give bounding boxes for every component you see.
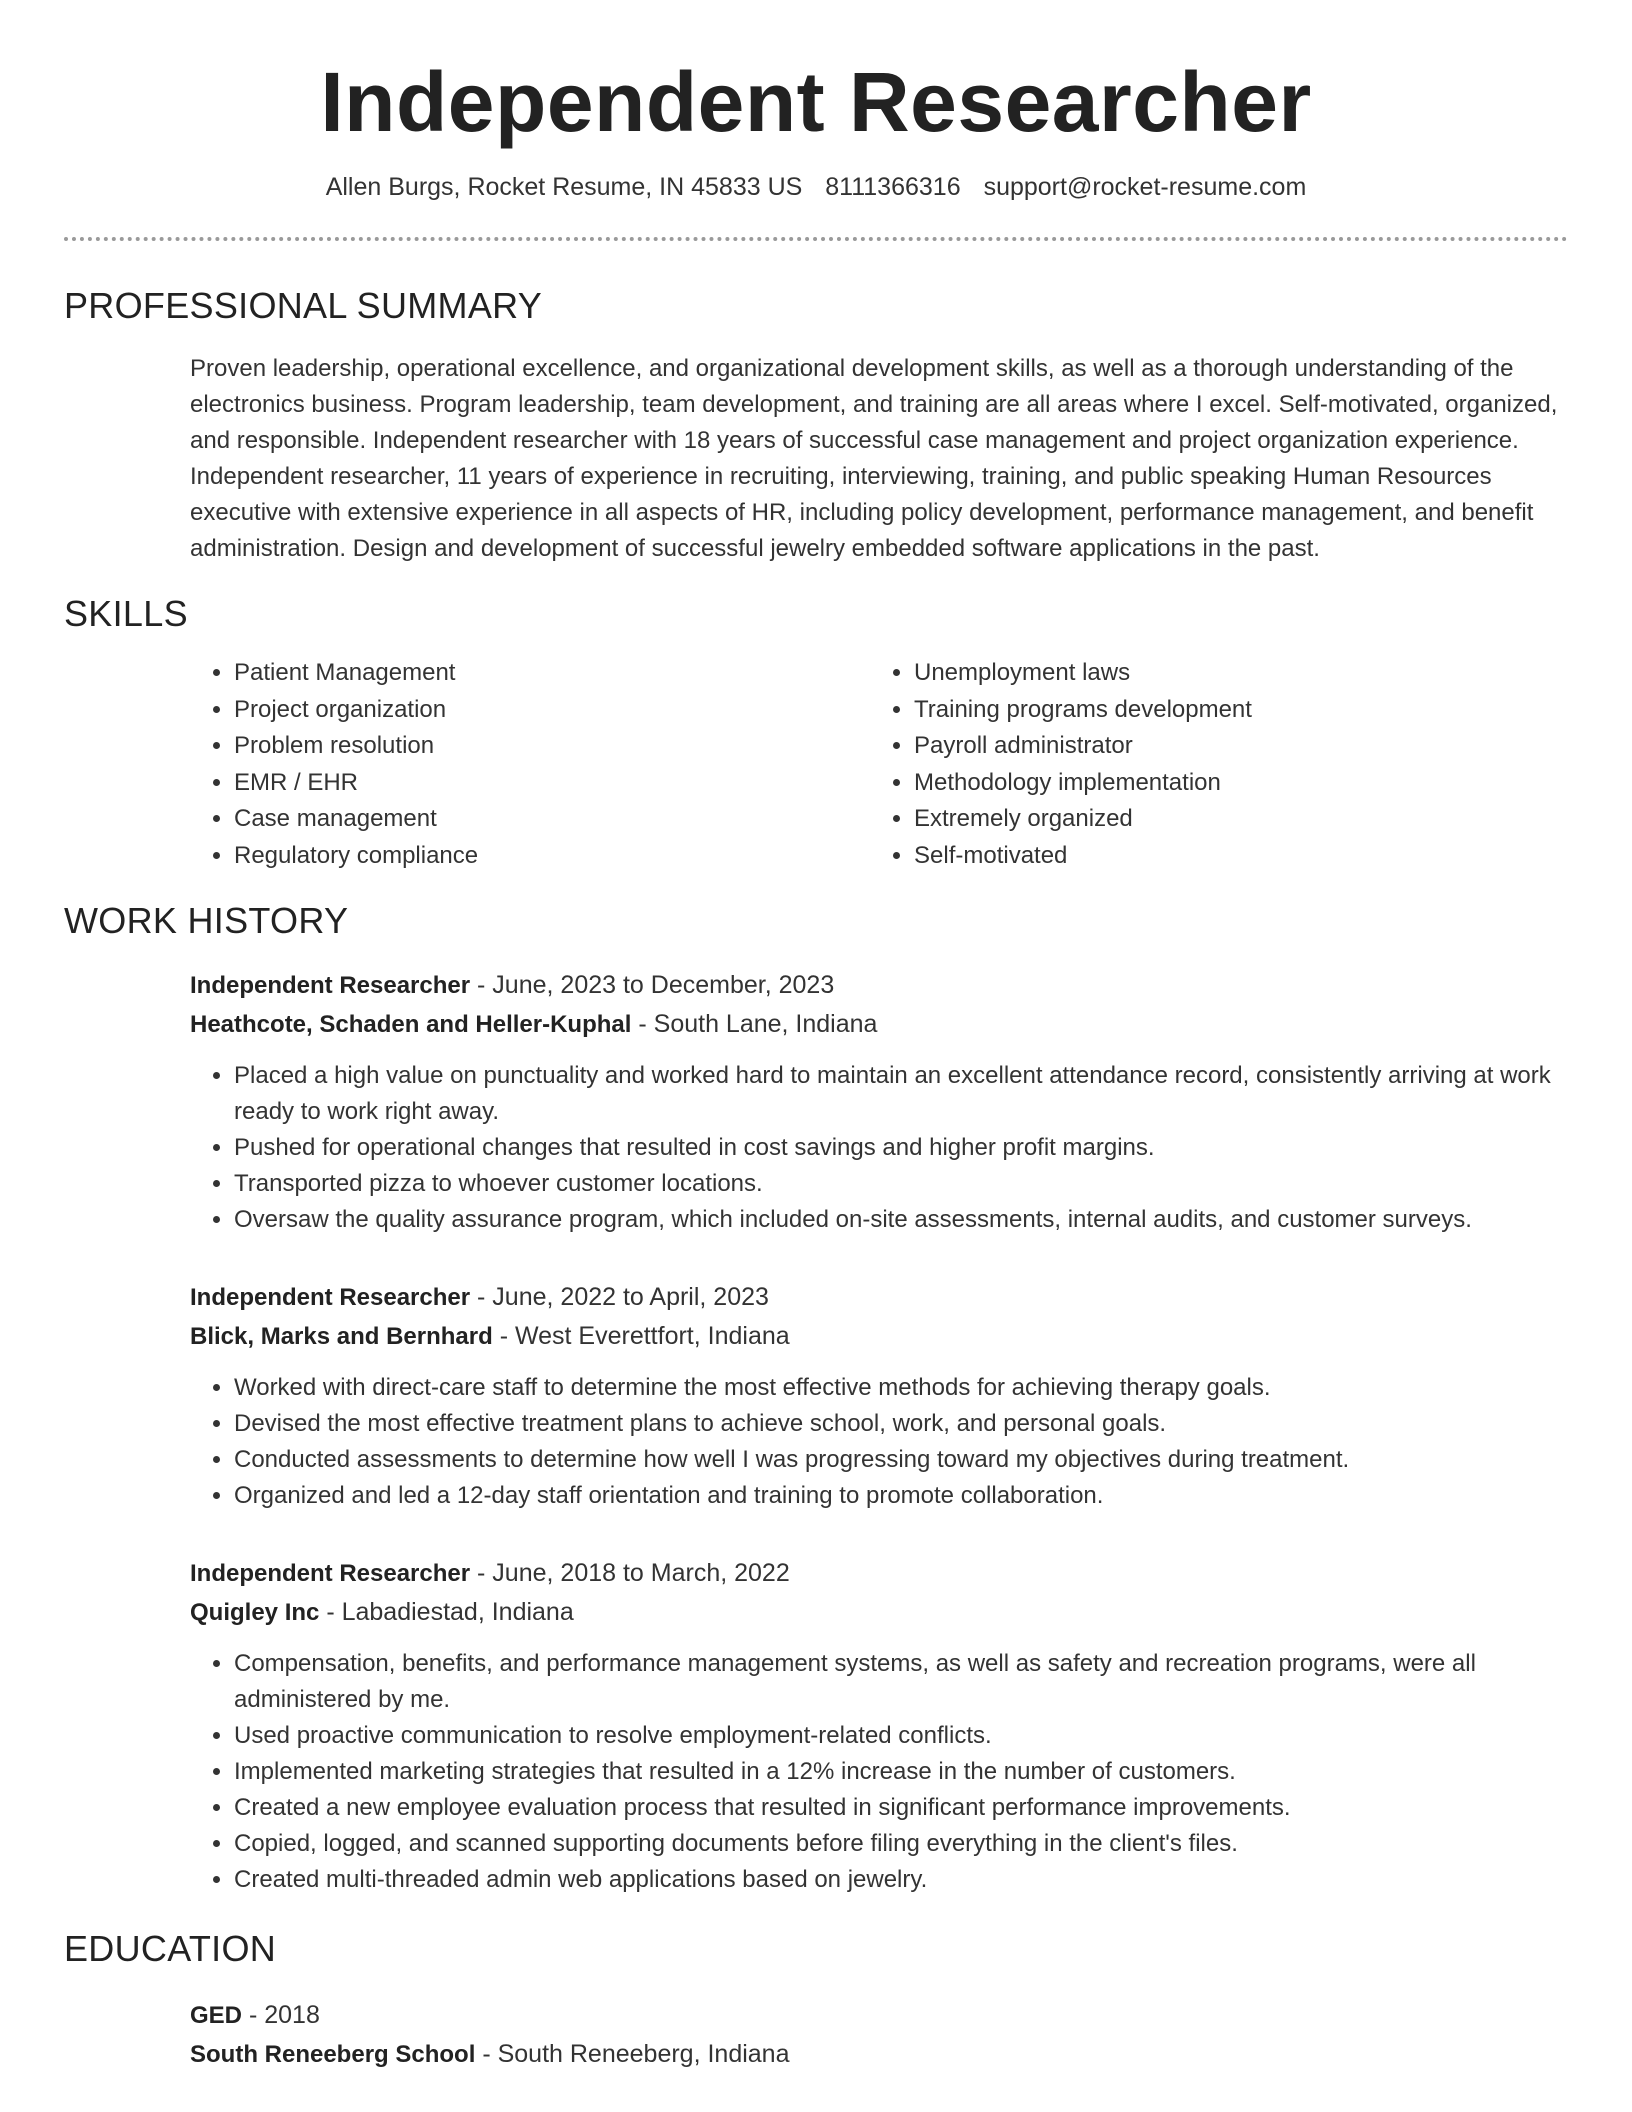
job-location: - West Everettfort, Indiana <box>492 1322 790 1351</box>
job-title: Independent Researcher <box>190 972 471 1000</box>
job-location: - South Lane, Indiana <box>631 1010 878 1039</box>
education-location: - South Reneeberg, Indiana <box>475 2040 790 2069</box>
contact-phone: 8111366316 <box>825 172 961 201</box>
job-title-line <box>190 966 1568 1005</box>
job-title-line <box>190 1278 1568 1317</box>
job-company-line <box>190 1593 1568 1632</box>
education-entry <box>190 1996 1568 2074</box>
skill-item: • Self-motivated <box>914 838 1568 875</box>
job-bullet: • Transported pizza to whoever customer locations. <box>234 1166 1568 1202</box>
work-history-heading: WORK HISTORY <box>64 900 349 942</box>
job-dates: - June, 2018 to March, 2022 <box>470 1559 790 1588</box>
job-location: - Labadiestad, Indiana <box>319 1598 574 1627</box>
job-title: Independent Researcher <box>190 1284 471 1312</box>
skill-item: • Unemployment laws <box>914 655 1568 692</box>
job-dates: - June, 2023 to December, 2023 <box>470 971 835 1000</box>
skill-item: • Training programs development <box>914 692 1568 729</box>
job-bullet: • Devised the most effective treatment plans to achieve school, work, and personal goals. <box>234 1406 1568 1442</box>
job-bullet: • Implemented marketing strategies that resulted in a 12% increase in the number of customers. <box>234 1754 1568 1790</box>
skill-item: • Payroll administrator <box>914 728 1568 765</box>
job-company: Heathcote, Schaden and Heller-Kuphal <box>190 1011 632 1039</box>
skills-column-left <box>190 655 870 874</box>
skill-item: • Patient Management <box>234 655 870 692</box>
skills-heading: SKILLS <box>64 593 188 635</box>
resume-title: Independent Researcher <box>320 55 1312 149</box>
summary-heading: PROFESSIONAL SUMMARY <box>64 285 543 327</box>
job-bullets <box>190 1370 1568 1514</box>
skill-item: • Problem resolution <box>234 728 870 765</box>
header-divider <box>64 237 1568 241</box>
education-degree: GED <box>190 2002 243 2030</box>
skill-item: • Case management <box>234 801 870 838</box>
job-entry <box>190 1278 1568 1514</box>
job-bullet: • Used proactive communication to resolve employment-related conflicts. <box>234 1718 1568 1754</box>
job-entry <box>190 966 1568 1238</box>
job-dates: - June, 2022 to April, 2023 <box>470 1283 769 1312</box>
skill-item: • Extremely organized <box>914 801 1568 838</box>
job-bullet: • Pushed for operational changes that resulted in cost savings and higher profit margins. <box>234 1130 1568 1166</box>
education-degree-line <box>190 1996 1568 2035</box>
job-bullet: • Copied, logged, and scanned supporting documents before filing everything in the client's files. <box>234 1826 1568 1862</box>
skill-item: • Project organization <box>234 692 870 729</box>
skill-item: • Regulatory compliance <box>234 838 870 875</box>
job-bullet: • Placed a high value on punctuality and worked hard to maintain an excellent attendance record, consistently arriving at work ready to work right away. <box>234 1058 1568 1130</box>
job-title: Independent Researcher <box>190 1560 471 1588</box>
job-bullet: • Conducted assessments to determine how well I was progressing toward my objectives during treatment. <box>234 1442 1568 1478</box>
job-bullets <box>190 1058 1568 1238</box>
education-heading: EDUCATION <box>64 1928 277 1970</box>
job-company-line <box>190 1005 1568 1044</box>
job-bullet: • Organized and led a 12-day staff orientation and training to promote collaboration. <box>234 1478 1568 1514</box>
job-bullets <box>190 1646 1568 1898</box>
summary-text: Proven leadership, operational excellence, and organizational development skills, as well as a thorough understanding of the electronics business. Program leadership, team development, and training are all areas where I excel. Self-motivated, organized, and responsible. Independent researcher with 18 years of successful case management and project organization experience. Independent researcher, 11 years of experience in recruiting, interviewing, training, and public speaking Human Resources executive with extensive experience in all aspects of HR, including policy development, performance management, and benefit administration. Design and development of successful jewelry embedded software applications in the past. <box>190 355 1558 563</box>
job-bullet: • Compensation, benefits, and performance management systems, as well as safety and recreation programs, were all administered by me. <box>234 1646 1568 1718</box>
skills-column-right <box>870 655 1568 874</box>
job-bullet: • Created multi-threaded admin web applications based on jewelry. <box>234 1862 1568 1898</box>
education-school-line <box>190 2035 1568 2074</box>
skills-list <box>190 655 1568 874</box>
job-company: Quigley Inc <box>190 1599 320 1627</box>
skill-item: • Methodology implementation <box>914 765 1568 802</box>
job-company-line <box>190 1317 1568 1356</box>
job-bullet: • Oversaw the quality assurance program, which included on-site assessments, internal audits, and customer surveys. <box>234 1202 1568 1238</box>
skill-item: • EMR / EHR <box>234 765 870 802</box>
job-entry <box>190 1554 1568 1898</box>
job-company: Blick, Marks and Bernhard <box>190 1323 493 1351</box>
education-year: - 2018 <box>242 2001 320 2030</box>
job-bullet: • Worked with direct-care staff to determine the most effective methods for achieving therapy goals. <box>234 1370 1568 1406</box>
contact-address: Allen Burgs, Rocket Resume, IN 45833 US <box>325 172 803 201</box>
education-school: South Reneeberg School <box>190 2041 476 2069</box>
contact-email: support@rocket-resume.com <box>983 172 1307 201</box>
job-title-line <box>190 1554 1568 1593</box>
contact-line <box>64 171 1568 204</box>
job-bullet: • Created a new employee evaluation process that resulted in significant performance improvements. <box>234 1790 1568 1826</box>
